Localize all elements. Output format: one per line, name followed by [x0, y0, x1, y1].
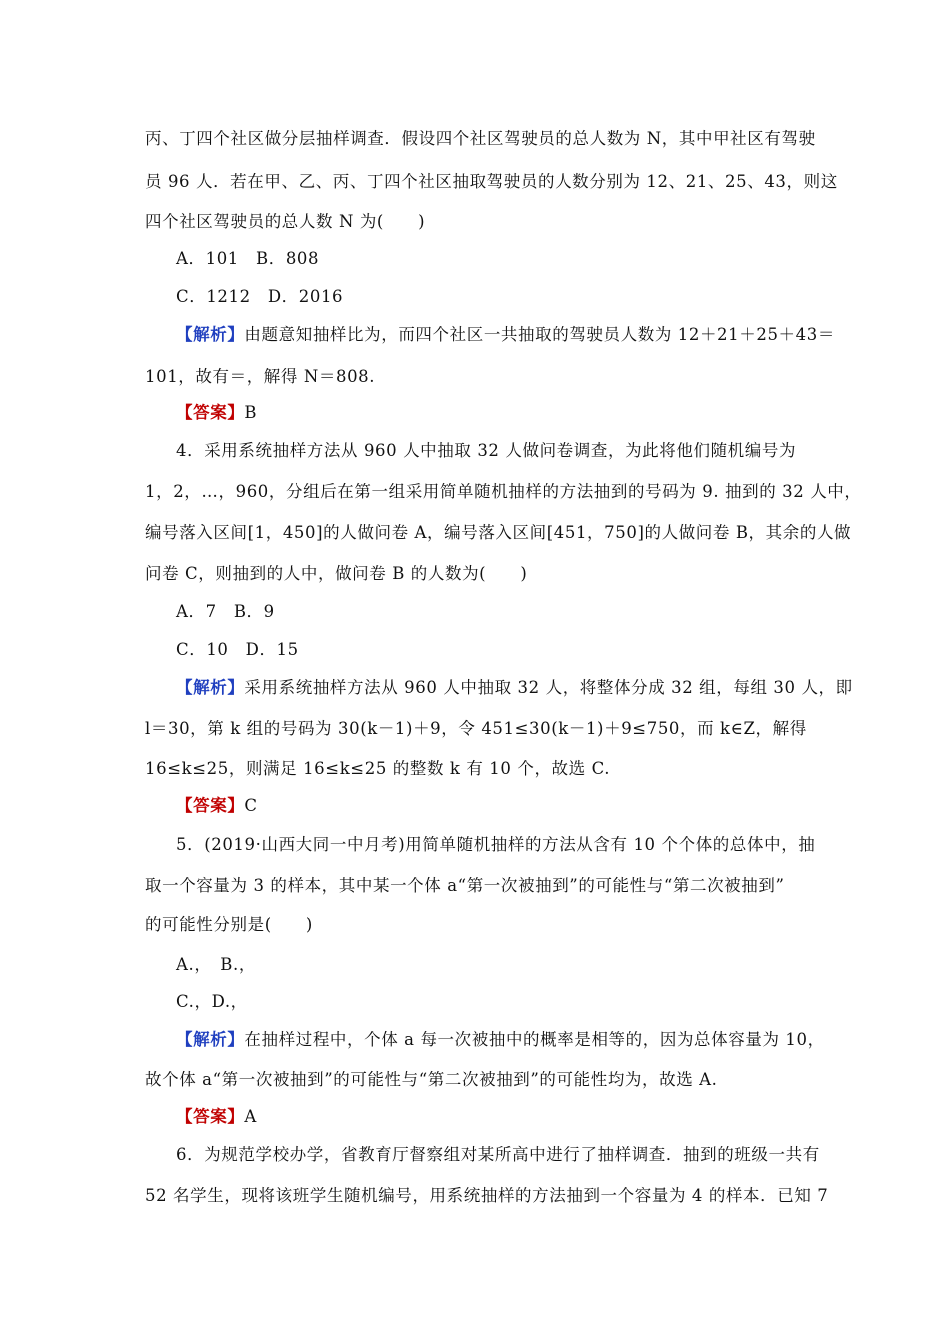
- q3-analysis-line-1: [176, 324, 844, 346]
- q4-analysis-line-1: [176, 677, 853, 699]
- q5-analysis-text: 在抽样过程中，个体 a 每一次被抽中的概率是相等的，因为总体容量为 10，: [244, 1030, 825, 1049]
- answer-bracket-open: 【: [176, 796, 194, 815]
- q4-answer-value: C: [244, 796, 258, 815]
- analysis-tag: 解析: [193, 325, 228, 344]
- q3-options-cd: C．1212 D．2016: [176, 287, 344, 306]
- answer-bracket-open: 【: [176, 1107, 194, 1126]
- q5-answer-value: A: [244, 1107, 257, 1126]
- q3-analysis-text: 由题意知抽样比为，而四个社区一共抽取的驾驶员人数为 12＋21＋25＋43＝: [244, 325, 835, 344]
- analysis-tag: 解析: [193, 1030, 228, 1049]
- q4-stem-line-3: 编号落入区间[1，450]的人做问卷 A，编号落入区间[451，750]的人做问卷 B，其余的人做: [145, 523, 852, 542]
- q5-options-cd: C.，D.，: [176, 992, 248, 1011]
- q5-answer: [176, 1106, 844, 1128]
- analysis-bracket-close: 】: [227, 678, 245, 697]
- answer-tag: 答案: [193, 1107, 228, 1126]
- q5-stem-line-2: 取一个容量为 3 的样本，其中某一个体 a“第一次被抽到”的可能性与“第二次被抽到”: [145, 876, 785, 895]
- q5-analysis-line-2: 故个体 a“第一次被抽到”的可能性与“第二次被抽到”的可能性均为，故选 A.: [145, 1070, 718, 1089]
- analysis-bracket-open: 【: [176, 325, 194, 344]
- q4-options-ab: A．7 B．9: [176, 602, 275, 621]
- q4-options-cd: C．10 D．15: [176, 640, 299, 659]
- answer-tag: 答案: [193, 796, 228, 815]
- q5-stem-line-1: 5．(2019·山西大同一中月考)用简单随机抽样的方法从含有 10 个个体的总体中，抽: [176, 835, 816, 854]
- q3-stem-line-1: 丙、丁四个社区做分层抽样调查．假设四个社区驾驶员的总人数为 N，其中甲社区有驾驶: [145, 129, 816, 148]
- q5-options-ab: A.， B.，: [176, 955, 256, 974]
- q6-stem-line-2: 52 名学生，现将该班学生随机编号，用系统抽样的方法抽到一个容量为 4 的样本．已知 7: [145, 1186, 829, 1205]
- analysis-bracket-open: 【: [176, 1030, 194, 1049]
- q3-answer: [176, 402, 844, 424]
- q5-stem-line-3: 的可能性分别是( ): [145, 915, 313, 934]
- q4-analysis-line-3: 16≤k≤25，则满足 16≤k≤25 的整数 k 有 10 个，故选 C.: [145, 759, 611, 778]
- q3-options-ab: A．101 B．808: [176, 249, 320, 268]
- q3-stem-line-3: 四个社区驾驶员的总人数 N 为( ): [145, 212, 426, 231]
- q4-analysis-text: 采用系统抽样方法从 960 人中抽取 32 人，将整体分成 32 组，每组 30 人，即: [244, 678, 853, 697]
- q6-stem-line-1: 6．为规范学校办学，省教育厅督察组对某所高中进行了抽样调查．抽到的班级一共有: [176, 1145, 820, 1164]
- analysis-bracket-close: 】: [227, 325, 245, 344]
- analysis-tag: 解析: [193, 678, 228, 697]
- q4-analysis-line-2: l＝30，第 k 组的号码为 30(k－1)＋9，令 451≤30(k－1)＋9≤750，而 k∈Z，解得: [145, 719, 807, 738]
- q4-stem-line-2: 1，2，…，960，分组后在第一组采用简单随机抽样的方法抽到的号码为 9. 抽到的 32 人中，: [145, 482, 862, 501]
- q4-stem-line-4: 问卷 C，则抽到的人中，做问卷 B 的人数为( ): [145, 564, 528, 583]
- answer-tag: 答案: [193, 403, 228, 422]
- q5-analysis-line-1: [176, 1029, 844, 1051]
- answer-bracket-close: 】: [227, 1107, 245, 1126]
- answer-bracket-open: 【: [176, 403, 194, 422]
- analysis-bracket-open: 【: [176, 678, 194, 697]
- answer-bracket-close: 】: [227, 796, 245, 815]
- q4-answer: [176, 795, 844, 817]
- q3-stem-line-2: 员 96 人．若在甲、乙、丙、丁四个社区抽取驾驶员的人数分别为 12、21、25、43，则这: [145, 172, 838, 191]
- q4-stem-line-1: 4．采用系统抽样方法从 960 人中抽取 32 人做问卷调查，为此将他们随机编号为: [176, 441, 797, 460]
- answer-bracket-close: 】: [227, 403, 245, 422]
- q3-answer-value: B: [244, 403, 258, 422]
- q3-analysis-line-2: 101，故有＝，解得 N＝808.: [145, 367, 376, 386]
- analysis-bracket-close: 】: [227, 1030, 245, 1049]
